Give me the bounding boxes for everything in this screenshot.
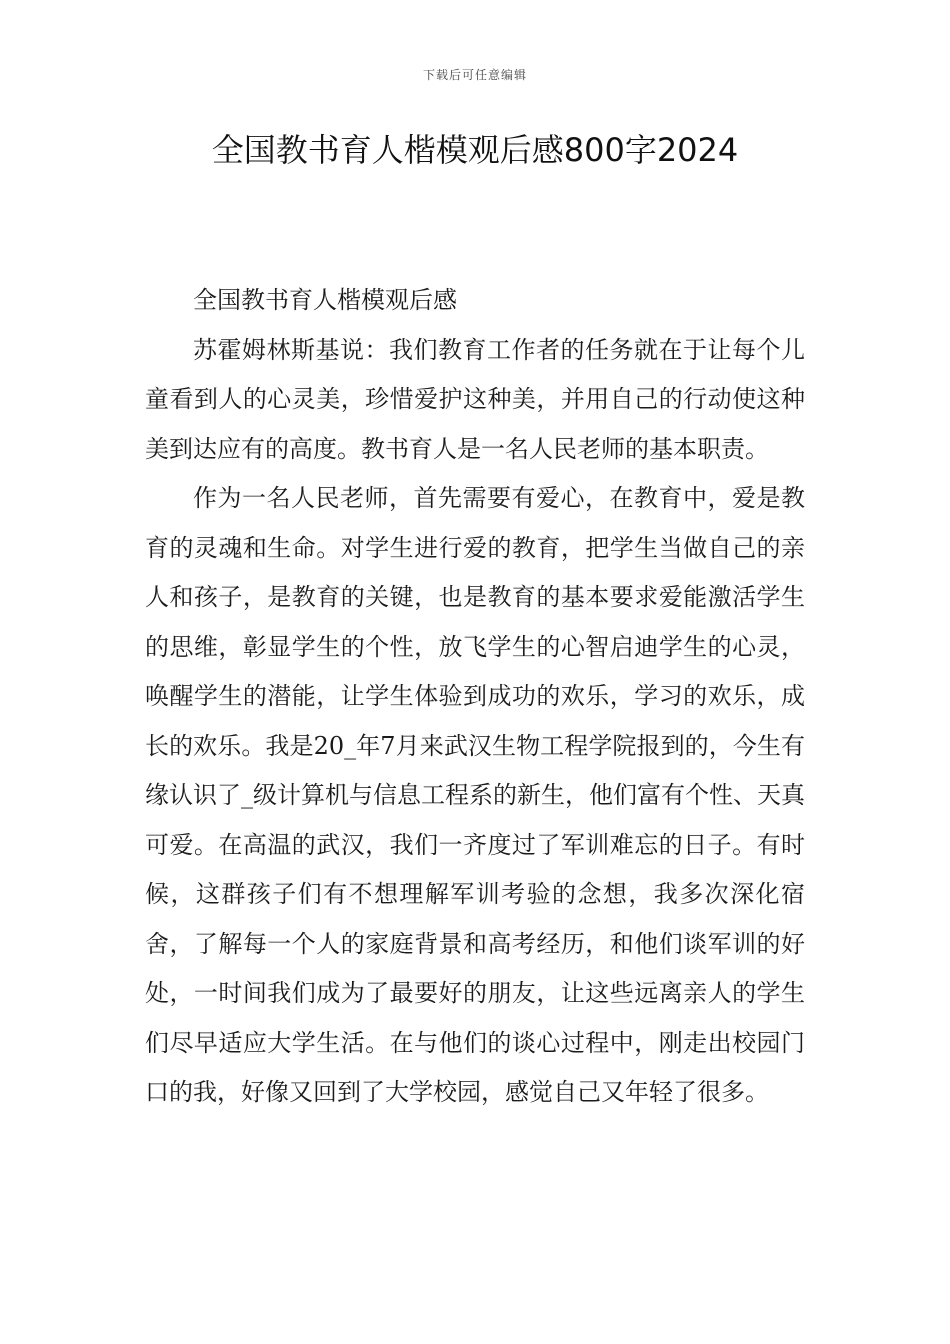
paragraph-subtitle: 全国教书育人楷模观后感 bbox=[193, 286, 457, 314]
paragraph: 苏霍姆林斯基说：我们教育工作者的任务就在于让每个儿童看到人的心灵美，珍惜爱护这种美，并用自己的行动使这种美到达应有的高度。教书育人是一名人民老师的基本职责。 bbox=[145, 335, 805, 463]
paragraph: 作为一名人民老师，首先需要有爱心，在教育中，爱是教育的灵魂和生命。对学生进行爱的教育，把学生当做自己的亲人和孩子，是教育的关键，也是教育的基本要求爱能激活学生的思维，彰显学生的个性，放飞学生的心智启迪学生的心灵，唤醒学生的潜能，让学生体验到成功的欢乐，学习的欢乐，成长的欢乐。我是20_年7月来武汉生物工程学院报到的，今生有缘认识了_级计算机与信息工程系的新生，他们富有个性、天真可爱。在高温的武汉，我们一齐度过了军训难忘的日子。有时候，这群孩子们有不想理解军训考验的念想，我多次深化宿舍，了解每一个人的家庭背景和高考经历，和他们谈军训的好处，一时间我们成为了最要好的朋友，让这些远离亲人的学生们尽早适应大学生活。在与他们的谈心过程中，刚走出校园门口的我，好像又回到了大学校园，感觉自己又年轻了很多。 bbox=[145, 484, 805, 1106]
document-title: 全国教书育人楷模观后感800字2024 bbox=[211, 131, 739, 169]
document-body bbox=[145, 276, 805, 1118]
header-note: 下载后可任意编辑 bbox=[422, 68, 527, 82]
